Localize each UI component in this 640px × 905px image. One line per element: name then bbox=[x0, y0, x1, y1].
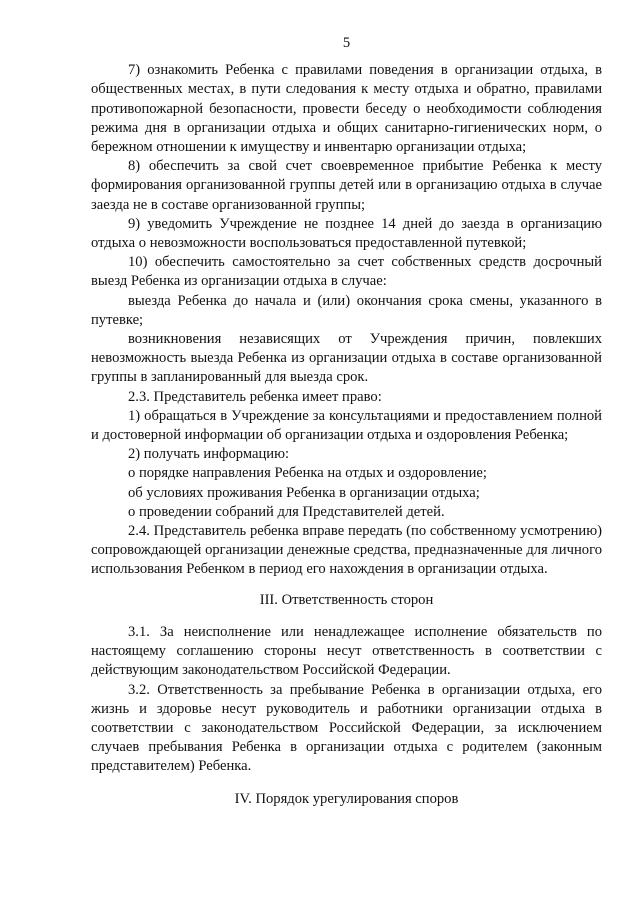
info-item-1: о порядке направления Ребенка на отдых и оздоровление; bbox=[128, 465, 487, 482]
paragraph-2-3: 2.3. Представитель ребенка имеет право: bbox=[128, 388, 382, 405]
paragraph-9: 9) уведомить Учреждение не позднее 14 дней до заезда в организацию отдыха о невозможности воспользоваться предоставленной путевкой; bbox=[91, 215, 602, 252]
paragraph-8: 8) обеспечить за свой счет своевременное прибытие Ребенка к месту формирования организованной группы детей или в организацию отдыха в случае заезда не в составе организованной группы; bbox=[91, 158, 602, 213]
page-number: 5 bbox=[342, 35, 351, 51]
paragraph-10: 10) обеспечить самостоятельно за счет собственных средств досрочный выезд Ребенка из организации отдыха в случае: bbox=[91, 254, 602, 290]
info-item-3: о проведении собраний для Представителей детей. bbox=[128, 503, 445, 520]
paragraph-10-case-1: выезда Ребенка до начала и (или) окончания срока смены, указанного в путевке; bbox=[91, 292, 602, 328]
paragraph-3-2: 3.2. Ответственность за пребывание Ребенка в организации отдыха, его жизнь и здоровье несут руководитель и работники организации отдыха в соответствии с законодательством Российской Федерации, за исключением случаев пребывания Ребенка в организации отдыха с родителем (законным представителем) Ребенка. bbox=[91, 681, 602, 775]
section-3-title: III. Ответственность сторон bbox=[259, 591, 434, 608]
paragraph-2-4: 2.4. Представитель ребенка вправе передать (по собственному усмотрению) сопровождающей организации денежные средства, предназначенные для личного использования Ребенком в период его нахождения в организации отдыха. bbox=[91, 523, 602, 578]
paragraph-3-1: 3.1. За неисполнение или ненадлежащее исполнение обязательств по настоящему соглашению стороны несут ответственность в соответствии с действующим законодательством Российской Федерации. bbox=[91, 623, 602, 679]
info-item-2: об условиях проживания Ребенка в организации отдыха; bbox=[128, 484, 480, 501]
paragraph-2-3-item-1: 1) обращаться в Учреждение за консультациями и предоставлением полной и достоверной информации об организации отдыха и оздоровления Ребенка; bbox=[91, 407, 602, 444]
paragraph-7: 7) ознакомить Ребенка с правилами поведения в организации отдыха, в общественных местах, в пути следования к месту отдыха и обратно, правилами противопожарной безопасности, провести беседу о необходимости соблюдения режима дня в организации отдыха и общих санитарно-гигиенических норм, о бережном отношении к имуществу и инвентарю организации отдыха; bbox=[91, 62, 602, 156]
section-4-title: IV. Порядок урегулирования споров bbox=[234, 790, 459, 807]
paragraph-10-case-2: возникновения независящих от Учреждения причин, повлекших невозможность выезда Ребенка из организации отдыха в составе организованной группы в запланированный для выезда срок. bbox=[91, 331, 602, 386]
paragraph-2-3-item-2: 2) получать информацию: bbox=[128, 446, 290, 463]
